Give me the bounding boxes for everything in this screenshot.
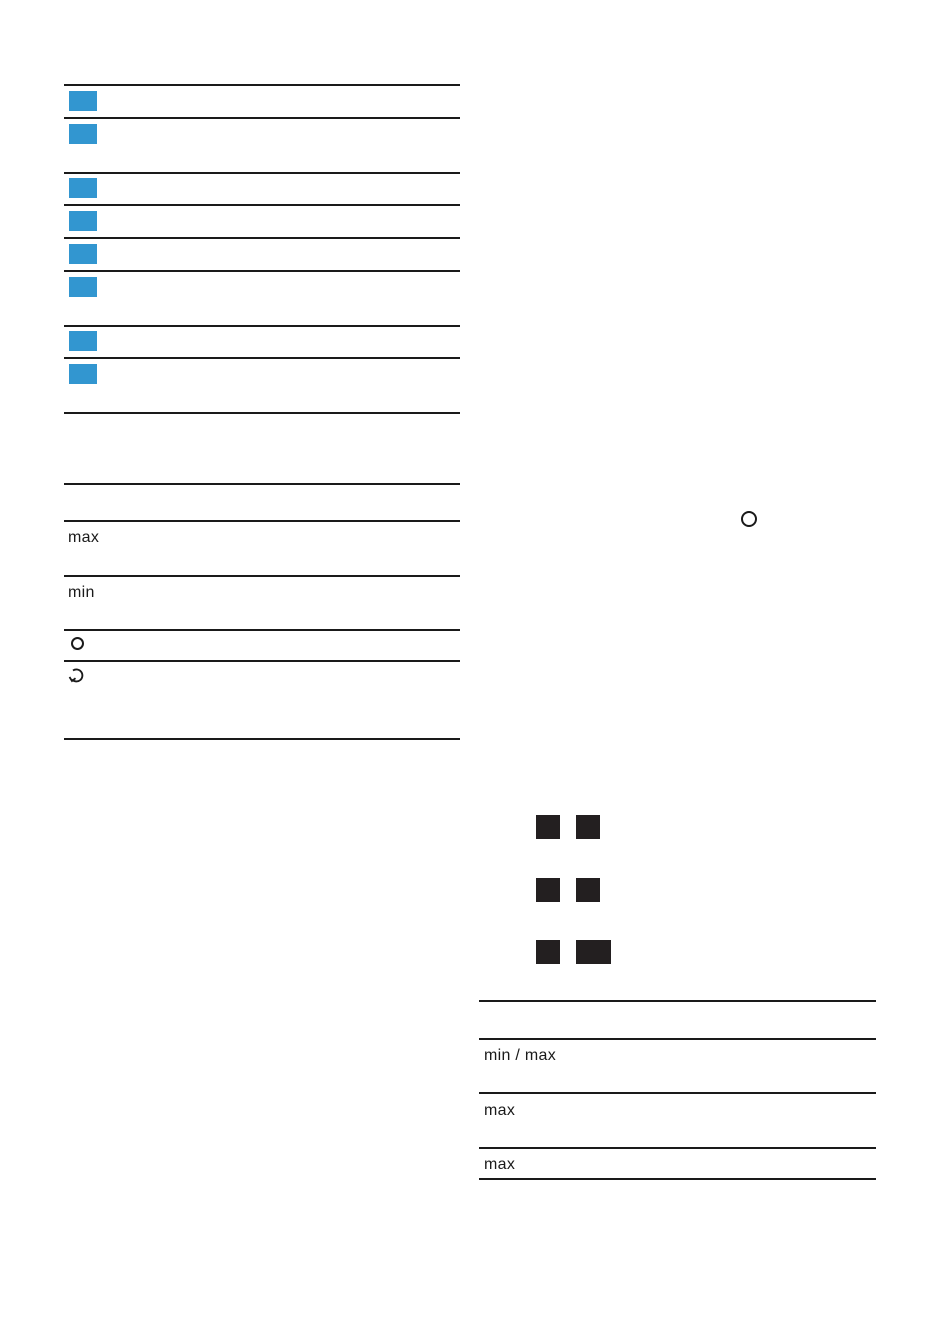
blue-square-icon (69, 244, 97, 264)
level-max-label: max (484, 1156, 516, 1173)
level-max-label: max (484, 1102, 516, 1119)
blue-square-icon (69, 124, 97, 144)
left-table-rule (64, 237, 460, 239)
black-key-icon (576, 878, 600, 902)
left-lower-table-top-rule (64, 483, 460, 485)
left-table-rule (64, 357, 460, 359)
left-lower-table-rule (64, 520, 460, 522)
black-key-icon (536, 878, 560, 902)
black-key-icon (536, 815, 560, 839)
right-table-top-rule (479, 1000, 876, 1002)
left-table-rule (64, 412, 460, 414)
level-min-label: min (68, 584, 95, 601)
right-table-rule (479, 1092, 876, 1094)
circle-icon (741, 511, 757, 527)
refresh-icon (68, 666, 86, 684)
left-lower-table-rule (64, 575, 460, 577)
left-table-rule (64, 117, 460, 119)
blue-square-icon (69, 178, 97, 198)
right-table-rule (479, 1038, 876, 1040)
left-table-rule (64, 204, 460, 206)
left-table-rule (64, 325, 460, 327)
blue-square-icon (69, 331, 97, 351)
left-table-rule (64, 270, 460, 272)
left-lower-table-rule (64, 629, 460, 631)
left-table-top-rule (64, 84, 460, 86)
level-min-max-label: min / max (484, 1047, 557, 1064)
circle-icon (71, 637, 84, 650)
left-table-rule (64, 172, 460, 174)
black-key-icon (536, 940, 560, 964)
right-table-bottom-rule (479, 1178, 876, 1180)
black-key-icon (576, 940, 611, 964)
blue-square-icon (69, 91, 97, 111)
level-max-label: max (68, 529, 100, 546)
left-lower-table-rule (64, 660, 460, 662)
left-lower-table-bottom-rule (64, 738, 460, 740)
blue-square-icon (69, 364, 97, 384)
blue-square-icon (69, 211, 97, 231)
black-key-icon (576, 815, 600, 839)
blue-square-icon (69, 277, 97, 297)
right-table-rule (479, 1147, 876, 1149)
